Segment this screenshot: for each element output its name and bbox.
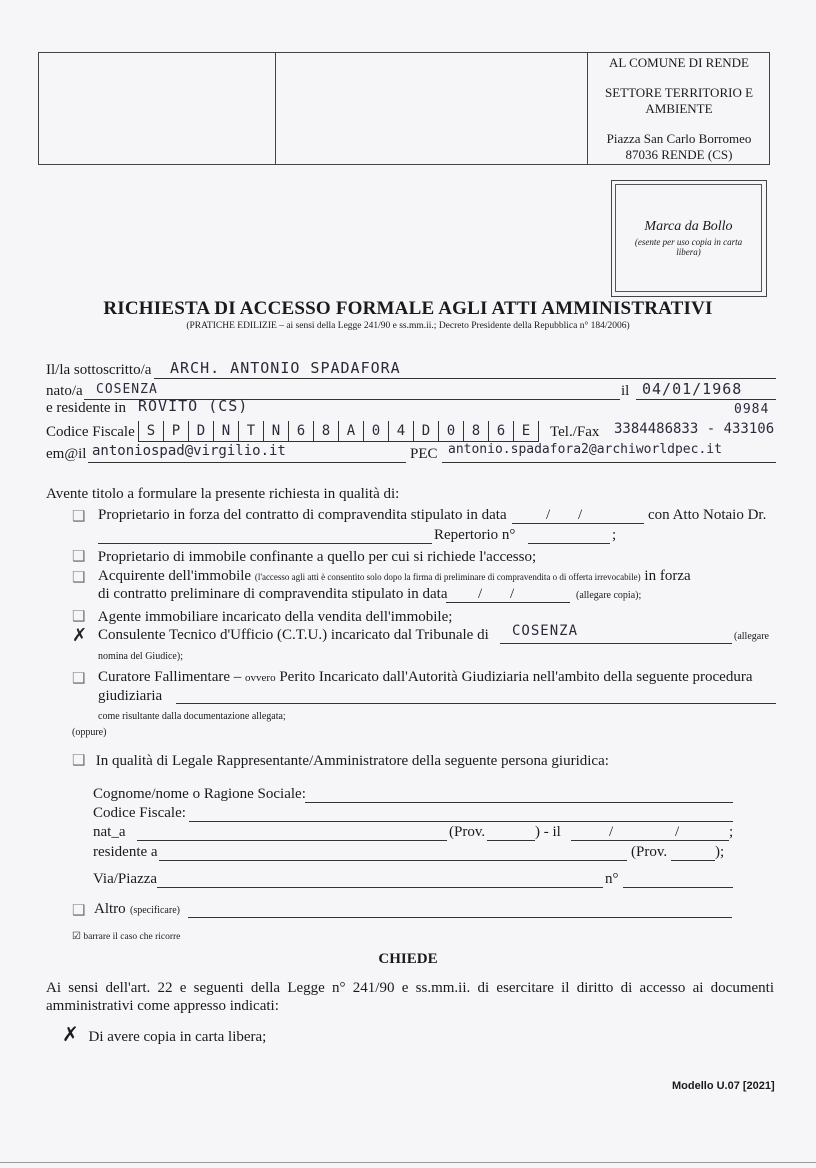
- marca-da-bollo-inner: [615, 184, 762, 292]
- cf-giuridica-line[interactable]: [189, 821, 733, 822]
- perito-text: Perito Incaricato dall'Autorità Giudiziaria nell'ambito della seguente procedura: [279, 669, 753, 685]
- option-label-d: come risultante dalla documentazione allegata;: [98, 711, 286, 722]
- pec-label: PEC: [410, 446, 438, 462]
- titolo-intro: Avente titolo a formulare la presente richiesta in qualità di:: [46, 486, 400, 502]
- ragione-sociale-row: [93, 786, 733, 806]
- marca-title: Marca da Bollo: [644, 219, 733, 234]
- tel-label: Tel./Fax: [550, 424, 600, 440]
- option-label-d: (allegare copia);: [576, 590, 642, 601]
- option-copia[interactable]: [62, 1022, 266, 1047]
- option-label: Agente immobiliare incaricato della vendita dell'immobile;: [97, 609, 453, 625]
- cf-char-box[interactable]: T: [238, 421, 263, 442]
- semicolon-2: ;: [729, 824, 734, 840]
- chiede-heading: CHIEDE: [378, 951, 438, 967]
- tribunale-line: [500, 643, 732, 644]
- checkbox-icon[interactable]: ❑: [72, 609, 86, 625]
- altro-note: (specificare): [130, 905, 180, 916]
- residente-row: [46, 397, 776, 422]
- cf-char-box[interactable]: N: [213, 421, 238, 442]
- sottoscritto-row: [46, 359, 776, 382]
- prov-line-2[interactable]: [671, 860, 715, 861]
- option-label-a: Consulente Tecnico d'Ufficio (C.T.U.) incaricato dal Tribunale di: [98, 627, 489, 643]
- residente-giuridica-label: residente a: [93, 844, 158, 860]
- via-line[interactable]: [157, 887, 603, 888]
- email-row: [46, 442, 776, 466]
- cf-char-box[interactable]: 8: [463, 421, 488, 442]
- option-label-b: con Atto Notaio Dr.: [648, 507, 767, 523]
- numero-label: n°: [605, 871, 619, 887]
- cf-giuridica-row: [93, 805, 733, 825]
- cf-char-box[interactable]: S: [138, 421, 163, 442]
- marca-note-2: libera): [676, 247, 701, 257]
- notaio-blank: [98, 543, 432, 544]
- slash-1: /: [546, 507, 551, 523]
- close-paren: );: [715, 844, 725, 860]
- barrare-note: [72, 931, 180, 942]
- numero-line[interactable]: [623, 887, 733, 888]
- cf-char-box[interactable]: 6: [488, 421, 513, 442]
- email-value[interactable]: antoniospad@virgilio.it: [92, 443, 286, 459]
- date-blank-2: [446, 602, 570, 603]
- checkbox-icon[interactable]: ❑: [72, 671, 86, 687]
- page-title: RICHIESTA DI ACCESSO FORMALE AGLI ATTI AMMINISTRATIVI: [103, 298, 713, 319]
- chiede-line-1: Ai sensi dell'art. 22 e seguenti della Legge n° 241/90 e ss.mm.ii. di esercitare il diritto di accesso ai documenti: [46, 980, 774, 996]
- settore-line2: AMBIENTE: [645, 101, 713, 116]
- nat-date-line[interactable]: [571, 840, 729, 841]
- residente-giuridica-row: [93, 844, 733, 864]
- via-label: Via/Piazza: [93, 871, 158, 887]
- page-subtitle: (PRATICHE EDILIZIE – ai sensi della Legge 241/90 e ss.mm.ii.; Decreto Presidente della Repubblica n° 184/2006): [186, 321, 630, 331]
- email-label: em@il: [46, 446, 87, 462]
- checkbox-icon[interactable]: ❑: [72, 903, 86, 919]
- option-altro[interactable]: [72, 901, 732, 921]
- option-legale[interactable]: [72, 751, 609, 770]
- checkbox-icon[interactable]: ❑: [72, 753, 86, 769]
- codice-fiscale-boxes[interactable]: [138, 421, 539, 443]
- option-confinante[interactable]: [72, 547, 536, 566]
- slash-2: /: [578, 507, 583, 523]
- prov-label: (Prov.: [449, 824, 486, 840]
- nat-row: [93, 824, 733, 844]
- barrare-text: barrare il caso che ricorre: [83, 932, 181, 942]
- repertorio-blank: [528, 543, 610, 544]
- codice-fiscale-label: Codice Fiscale: [46, 424, 135, 440]
- cf-char-box[interactable]: E: [513, 421, 539, 442]
- phone-prefix: 0984: [734, 402, 770, 417]
- cf-char-box[interactable]: D: [413, 421, 438, 442]
- option-label-a: [98, 669, 752, 686]
- chiede-line-2: amministrativi come appresso indicati:: [46, 998, 279, 1014]
- acquirente-note: (l'accesso agli atti è consentito solo dopo la firma di preliminare di compravendita o di offerta irrevocabile): [254, 572, 641, 582]
- birth-date-value[interactable]: 04/01/1968: [642, 380, 743, 398]
- residente-label: e residente in: [46, 400, 126, 416]
- cf-char-box[interactable]: 6: [288, 421, 313, 442]
- address-line1: Piazza San Carlo Borromeo: [606, 131, 752, 146]
- nato-value[interactable]: COSENZA: [96, 382, 158, 397]
- ragione-sociale-line[interactable]: [305, 802, 733, 803]
- option-acquirente[interactable]: [72, 568, 776, 608]
- altro-line[interactable]: [188, 917, 732, 918]
- altro-label: Altro: [94, 901, 126, 917]
- tribunale-value[interactable]: COSENZA: [512, 623, 579, 639]
- email-line: [88, 462, 406, 463]
- comune-label: AL COMUNE DI RENDE: [609, 55, 749, 70]
- option-label-b: (allegare: [734, 631, 769, 642]
- header-cell-2: [275, 53, 588, 164]
- address-line2: 87036 RENDE (CS): [625, 147, 733, 162]
- tel-value[interactable]: 3384486833 - 433106: [614, 421, 775, 437]
- cf-char-box[interactable]: D: [188, 421, 213, 442]
- acquirente-forza: in forza: [644, 568, 691, 584]
- option-label-c: giudiziaria: [98, 688, 163, 704]
- checkbox-checked-icon: ☑: [72, 931, 81, 942]
- sottoscritto-label: Il/la sottoscritto/a: [46, 362, 152, 378]
- option-agente[interactable]: [72, 607, 452, 626]
- semicolon: ;: [612, 527, 617, 543]
- il-label: il: [621, 383, 630, 399]
- modello-label: Modello U.07 [2021]: [672, 1080, 775, 1092]
- cf-char-box[interactable]: A: [338, 421, 363, 442]
- copia-label: Di avere copia in carta libera;: [88, 1029, 267, 1045]
- slash-4: /: [510, 586, 515, 602]
- procedura-line: [176, 703, 776, 704]
- nat-line[interactable]: [137, 840, 447, 841]
- chiede-text: [46, 979, 774, 1015]
- residente-value[interactable]: ROVITO (CS): [138, 397, 249, 415]
- option-label-c: Repertorio n°: [434, 527, 516, 543]
- slash-6: /: [675, 824, 680, 840]
- prov-line[interactable]: [487, 840, 535, 841]
- cf-char-box[interactable]: 0: [363, 421, 388, 442]
- option-label-a: [98, 568, 691, 585]
- sottoscritto-value[interactable]: ARCH. ANTONIO SPADAFORA: [170, 359, 401, 377]
- option-label-c: nomina del Giudice);: [98, 651, 183, 662]
- option-label-c: di contratto preliminare di compravendita stipulato in data: [98, 586, 448, 602]
- checked-x-icon[interactable]: ✗: [62, 1024, 79, 1046]
- checked-x-icon[interactable]: ✗: [72, 625, 88, 645]
- ragione-sociale-label: Cognome/nome o Ragione Sociale:: [93, 786, 306, 802]
- marca-da-bollo-box: [611, 180, 767, 297]
- nat-label: nat_a: [93, 824, 126, 840]
- option-label-a: Proprietario in forza del contratto di compravendita stipulato in data: [98, 507, 507, 523]
- option-label: Proprietario di immobile confinante a quello per cui si richiede l'accesso;: [97, 549, 537, 565]
- option-label: In qualità di Legale Rappresentante/Amministratore della seguente persona giuridica:: [95, 753, 609, 769]
- cf-giuridica-label: Codice Fiscale:: [93, 805, 186, 821]
- marca-note-1: (esente per uso copia in carta: [634, 237, 743, 247]
- cf-char-box[interactable]: 0: [438, 421, 463, 442]
- curatore-text: Curatore Fallimentare –: [98, 669, 242, 685]
- cf-char-box[interactable]: P: [163, 421, 188, 442]
- cf-char-box[interactable]: 4: [388, 421, 413, 442]
- checkbox-icon[interactable]: ❑: [72, 549, 86, 565]
- option-proprietario[interactable]: [72, 507, 776, 547]
- option-ctu[interactable]: [72, 623, 776, 665]
- pec-value[interactable]: antonio.spadafora2@archiworldpec.it: [448, 442, 722, 457]
- pec-line: [442, 462, 776, 463]
- checkbox-icon[interactable]: ❑: [72, 509, 86, 525]
- oppure-label: (oppure): [72, 727, 107, 738]
- header-table: [38, 52, 770, 165]
- cf-char-box[interactable]: 8: [313, 421, 338, 442]
- option-curatore[interactable]: [72, 669, 776, 731]
- addressee-block: [589, 53, 769, 164]
- prov-label-2: (Prov.: [631, 844, 668, 860]
- bottom-rule: [0, 1162, 816, 1163]
- slash-3: /: [478, 586, 483, 602]
- il-label-2: ) - il: [535, 824, 561, 840]
- header-cell-1: [39, 53, 276, 164]
- residente-giuridica-line[interactable]: [159, 860, 627, 861]
- via-row: [93, 871, 733, 891]
- settore-line1: SETTORE TERRITORIO E: [604, 85, 754, 100]
- ovvero-text: ovvero: [245, 672, 276, 684]
- nato-label: nato/a: [46, 383, 83, 399]
- acquirente-text: Acquirente dell'immobile: [98, 568, 252, 584]
- checkbox-icon[interactable]: ❑: [72, 570, 86, 586]
- sottoscritto-line: [154, 378, 776, 379]
- slash-5: /: [609, 824, 614, 840]
- cf-char-box[interactable]: N: [263, 421, 288, 442]
